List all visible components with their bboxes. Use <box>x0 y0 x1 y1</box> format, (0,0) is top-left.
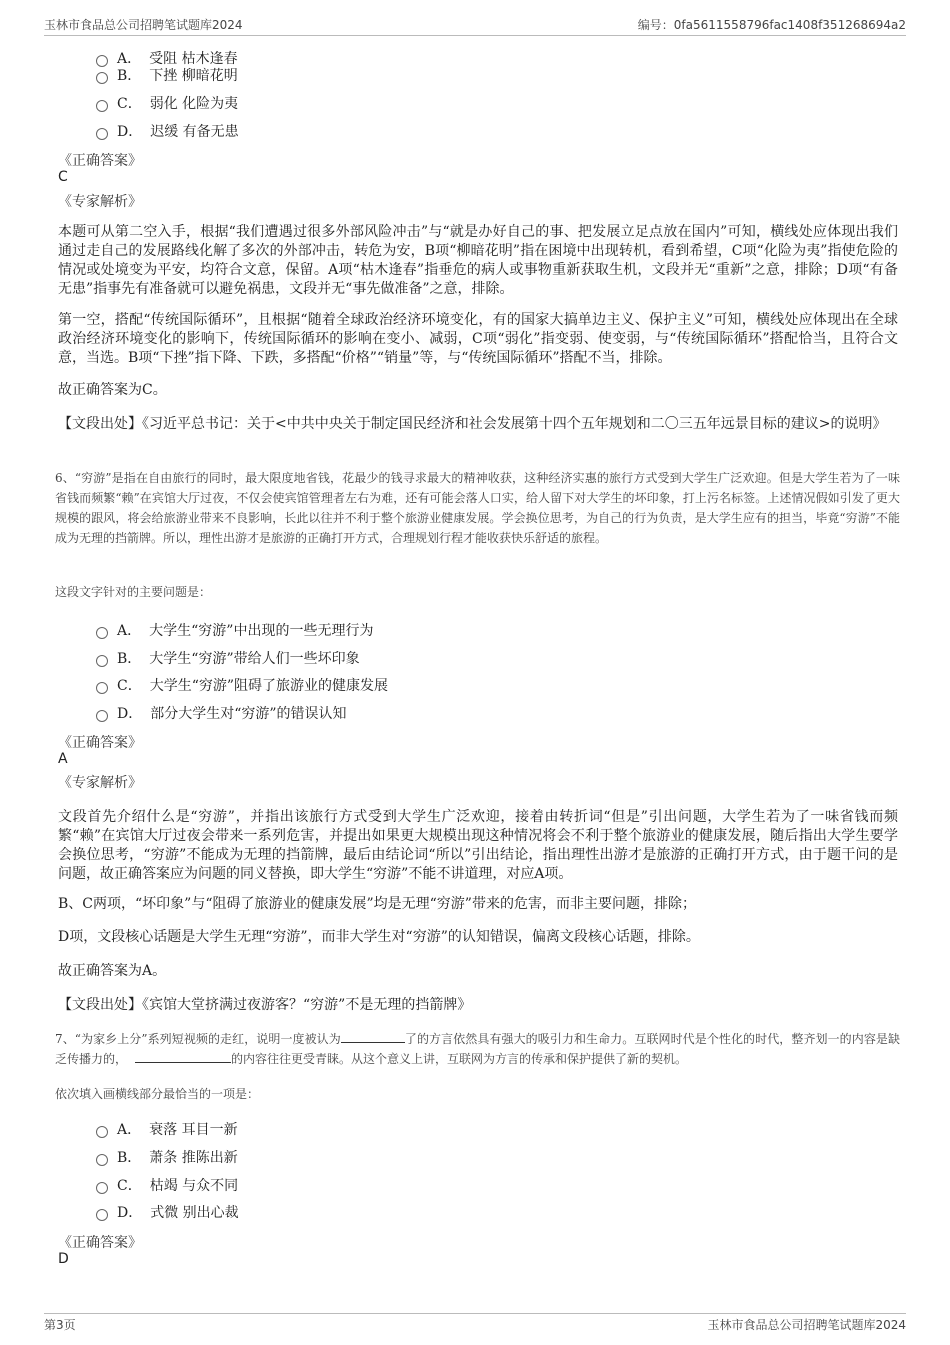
radio-icon[interactable] <box>96 128 108 140</box>
radio-icon[interactable] <box>96 627 108 639</box>
q6-prompt: 这段文字针对的主要问题是： <box>55 585 212 599</box>
q7-option-d[interactable]: D． 式微 别出心裁 <box>96 1202 239 1222</box>
q6-analysis-4: 故正确答案为A。 <box>58 963 167 979</box>
fill-blank-1[interactable] <box>341 1030 405 1043</box>
q6-option-d[interactable]: D． 部分大学生对“穷游”的错误认知 <box>96 703 347 723</box>
q7-option-c[interactable]: C． 枯竭 与众不同 <box>96 1175 238 1195</box>
page-header <box>44 16 906 36</box>
radio-icon[interactable] <box>96 1182 108 1194</box>
q7-option-a[interactable]: A． 衰落 耳目一新 <box>96 1119 238 1139</box>
radio-icon[interactable] <box>96 72 108 84</box>
q7-stem: 7、“为家乡上分”系列短视频的走红，说明一度被认为 了的方言依然具有强大的吸引力和生命力。互联网时代是个性化的时代，整齐划一的内容是缺乏传播力的， 的内容往往更受青睐。从这个意义上讲，互联网为方言的传承和保护提供了新的契机。 <box>55 1032 900 1066</box>
q5-source: 【文段出处】《习近平总书记：关于<中共中央关于制定国民经济和社会发展第十四个五年规划和二〇三五年远景目标的建议>的说明》 <box>58 416 887 432</box>
fill-blank-2[interactable] <box>135 1050 231 1063</box>
q7-option-b[interactable]: B． 萧条 推陈出新 <box>96 1147 238 1167</box>
q5-answer: C <box>58 169 68 185</box>
q6-source: 【文段出处】《宾馆大堂挤满过夜游客？“穷游”不是无理的挡箭牌》 <box>58 997 472 1013</box>
page-footer <box>44 1313 906 1333</box>
header-doc-id: 编号：0fa5611558796fac1408f351268694a2 <box>637 18 906 32</box>
analysis-label: 《专家解析》 <box>58 775 142 791</box>
answer-label: 《正确答案》 <box>58 735 142 751</box>
q5-option-d[interactable]: D． 迟缓 有备无患 <box>96 121 239 141</box>
radio-icon[interactable] <box>96 1154 108 1166</box>
radio-icon[interactable] <box>96 1126 108 1138</box>
radio-icon[interactable] <box>96 655 108 667</box>
analysis-label: 《专家解析》 <box>58 194 142 210</box>
q5-analysis-2: 第一空，搭配“传统国际循环”，且根据“随着全球政治经济环境变化，有的国家大搞单边主义、保护主义”可知，横线处应体现出在全球政治经济环境变化的影响下，传统国际循环的影响在变小、减弱，C项“弱化”指变弱、使变弱，与“传统国际循环”搭配恰当，且符合文意，当选。B项“下挫”指下降、下跌，多搭配“价格”“销量”等，与“传统国际循环”搭配不当，排除。 <box>58 312 898 366</box>
q6-option-b[interactable]: B． 大学生“穷游”带给人们一些坏印象 <box>96 648 360 668</box>
footer-title: 玉林市食品总公司招聘笔试题库2024 <box>707 1318 906 1332</box>
q6-answer: A <box>58 751 68 767</box>
q5-option-b[interactable]: B． 下挫 柳暗花明 <box>96 65 238 85</box>
q6-analysis-3: D项，文段核心话题是大学生无理“穷游”，而非大学生对“穷游”的认知错误，偏离文段核心话题，排除。 <box>58 929 700 945</box>
q6-analysis-1: 文段首先介绍什么是“穷游”，并指出该旅行方式受到大学生广泛欢迎，接着由转折词“但是”引出问题，大学生若为了一味省钱而频繁“赖”在宾馆大厅过夜会带来一系列危害，并提出如果更大规模出现这种情况将会不利于整个旅游业的健康发展，随后指出大学生要学会换位思考，“穷游”不能成为无理的挡箭牌，最后由结论词“所以”引出结论，指出理性出游才是旅游的正确打开方式，由于题干问的是问题，故正确答案应为问题的同义替换，即大学生“穷游”不能不讲道理，对应A项。 <box>58 809 898 882</box>
q5-option-c[interactable]: C． 弱化 化险为夷 <box>96 93 238 113</box>
answer-label: 《正确答案》 <box>58 1235 142 1251</box>
radio-icon[interactable] <box>96 1209 108 1221</box>
answer-label: 《正确答案》 <box>58 153 142 169</box>
q5-analysis-1: 本题可从第二空入手，根据“我们遭遇过很多外部风险冲击”与“就是办好自己的事、把发展立足点放在国内”可知，横线处应体现出我们通过走自己的发展路线化解了多次的外部冲击，转危为安，B项“柳暗花明”指在困境中出现转机，看到希望，C项“化险为夷”指使危险的情况或处境变为平安，均符合文意，保留。A项“枯木逢春”指垂危的病人或事物重新获取生机，文段并无“重新”之意，排除；D项“有备无患”指事先有准备就可以避免祸患，文段并无“事先做准备”之意，排除。 <box>58 224 898 297</box>
radio-icon[interactable] <box>96 100 108 112</box>
q7-prompt: 依次填入画横线部分最恰当的一项是： <box>55 1087 260 1101</box>
radio-icon[interactable] <box>96 682 108 694</box>
q6-analysis-2: B、C两项，“坏印象”与“阻碍了旅游业的健康发展”均是无理“穷游”带来的危害，而非主要问题，排除； <box>58 896 696 912</box>
q6-option-a[interactable]: A． 大学生“穷游”中出现的一些无理行为 <box>96 620 373 640</box>
q5-analysis-3: 故正确答案为C。 <box>58 382 167 398</box>
header-title: 玉林市食品总公司招聘笔试题库2024 <box>44 18 243 32</box>
radio-icon[interactable] <box>96 710 108 722</box>
q6-option-c[interactable]: C． 大学生“穷游”阻碍了旅游业的健康发展 <box>96 675 388 695</box>
q6-stem: 6、“穷游”是指在自由旅行的同时，最大限度地省钱，花最少的钱寻求最大的精神收获，这种经济实惠的旅行方式受到大学生广泛欢迎。但是大学生若为了一味省钱而频繁“赖”在宾馆大厅过夜，不仅会使宾馆管理者左右为难，还有可能会落人口实，给人留下对大学生的坏印象，打上污名标签。上述情况假如引发了更大规模的跟风，将会给旅游业带来不良影响，长此以往并不利于整个旅游业健康发展。学会换位思考，为自己的行为负责，是大学生应有的担当，毕竟“穷游”不能成为无理的挡箭牌。所以，理性出游才是旅游的正确打开方式，合理规划行程才能收获快乐舒适的旅程。 <box>55 471 900 545</box>
q5-option-a[interactable]: A． 受阻 枯木逢春 <box>96 48 238 68</box>
q7-answer: D <box>58 1251 69 1267</box>
page-number: 第3页 <box>44 1318 76 1332</box>
